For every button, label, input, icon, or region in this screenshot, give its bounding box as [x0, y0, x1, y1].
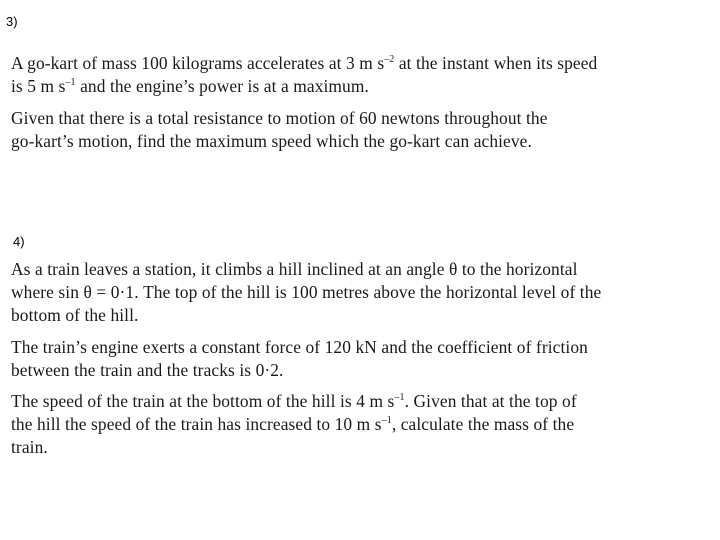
question-4-p1-line-3: bottom of the hill.	[11, 305, 139, 325]
question-3-p1-line-1: A go-kart of mass 100 kilograms accelerates at 3 m $s^{-2}$ at the instant when its speed	[11, 53, 598, 73]
question-3-number: 3)	[6, 14, 18, 29]
question-3-p2-line-1: Given that there is a total resistance to motion of 60 newtons throughout the	[11, 108, 548, 128]
question-3-paragraph-1	[11, 52, 703, 98]
question-4-paragraph-3	[11, 390, 703, 459]
question-4-p1-line-2: where sin θ = 0·1. The top of the hill is 100 metres above the horizontal level of the	[11, 282, 602, 302]
question-3-p2-line-2: go-kart’s motion, find the maximum speed which the go-kart can achieve.	[11, 131, 532, 151]
question-3-p1-line-2: is 5 m $s^{-1}$ and the engine’s power is at a maximum.	[11, 76, 369, 96]
question-4-p2-line-1: The train’s engine exerts a constant force of 120 kN and the coefficient of friction	[11, 337, 588, 357]
question-4-paragraph-2	[11, 336, 703, 382]
question-3-paragraph-2	[11, 107, 703, 153]
question-4-p3-line-2: the hill the speed of the train has increased to 10 m $s^{-1}$, calculate the mass of the	[11, 414, 575, 434]
question-4-paragraph-1	[11, 258, 703, 327]
question-4-number: 4)	[13, 234, 25, 249]
question-4-p1-line-1: As a train leaves a station, it climbs a hill inclined at an angle θ to the horizontal	[11, 259, 578, 279]
question-4-p3-line-1: The speed of the train at the bottom of the hill is 4 m $s^{-1}$. Given that at the top of	[11, 391, 577, 411]
question-4-p3-line-3: train.	[11, 437, 48, 457]
question-4-p2-line-2: between the train and the tracks is 0·2.	[11, 360, 284, 380]
